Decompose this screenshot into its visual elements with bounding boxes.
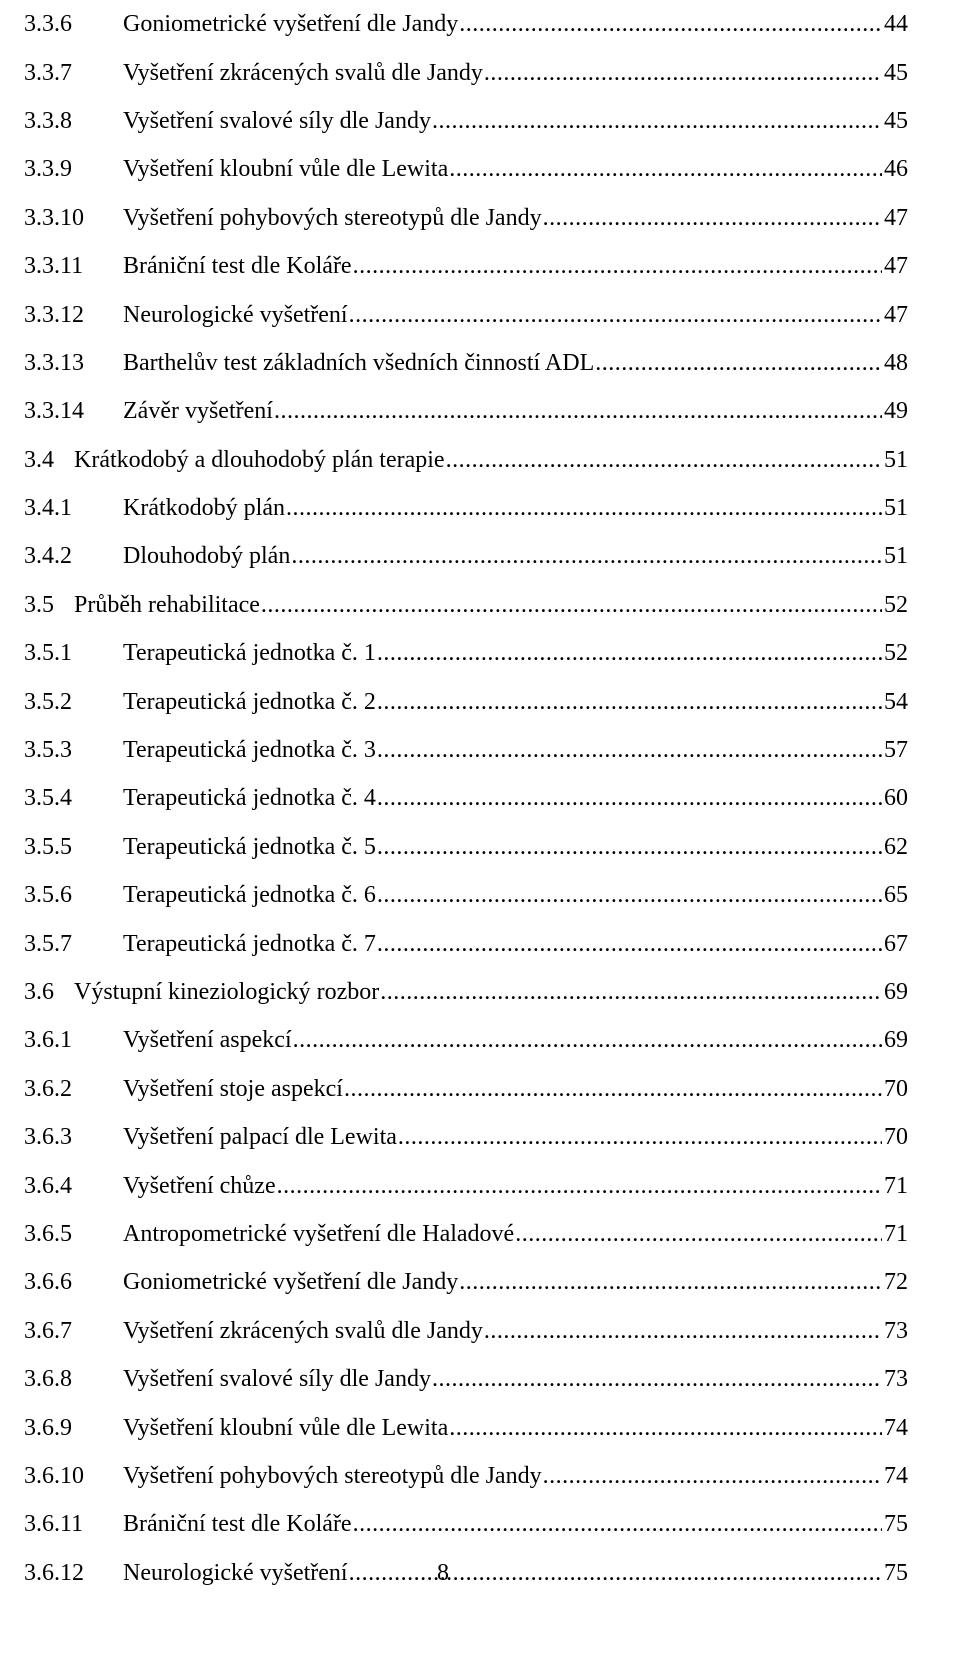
toc-entry-page: 73	[884, 1366, 908, 1393]
toc-entry-number: 3.5.6	[24, 882, 72, 909]
toc-entry-page: 45	[884, 59, 908, 86]
toc-entry[interactable]	[24, 581, 908, 629]
toc-entry[interactable]	[24, 532, 908, 580]
toc-entry-title: Goniometrické vyšetření dle Jandy	[123, 1269, 459, 1296]
toc-entry[interactable]	[24, 484, 908, 532]
toc-entry-page: 52	[884, 640, 908, 667]
toc-entry[interactable]	[24, 1355, 908, 1403]
dot-leader	[484, 1317, 882, 1345]
toc-entry-number: 3.6.1	[24, 1027, 72, 1054]
dot-leader	[291, 542, 882, 570]
dot-leader	[277, 1172, 882, 1200]
toc-entry[interactable]	[24, 1307, 908, 1355]
toc-entry-number: 3.4	[24, 446, 54, 473]
toc-entry-number: 3.5.3	[24, 737, 72, 764]
toc-entry[interactable]	[24, 629, 908, 677]
toc-entry-page: 65	[884, 882, 908, 909]
toc-entry[interactable]	[24, 242, 908, 290]
dot-leader	[380, 978, 882, 1006]
toc-entry-page: 47	[884, 253, 908, 280]
toc-entry[interactable]	[24, 774, 908, 822]
toc-entry[interactable]	[24, 436, 908, 484]
table-of-contents	[24, 0, 908, 1597]
dot-leader	[344, 1075, 882, 1103]
dot-leader	[398, 1123, 882, 1151]
toc-entry-title: Terapeutická jednotka č. 7	[123, 930, 376, 957]
toc-entry-title: Terapeutická jednotka č. 2	[123, 688, 376, 715]
toc-entry[interactable]	[24, 677, 908, 725]
dot-leader	[377, 833, 882, 861]
toc-entry-number: 3.6.3	[24, 1124, 72, 1151]
dot-leader	[274, 397, 882, 425]
toc-entry[interactable]	[24, 1258, 908, 1306]
dot-leader	[432, 107, 882, 135]
toc-entry-page: 60	[884, 785, 908, 812]
dot-leader	[349, 301, 882, 329]
toc-entry-title: Terapeutická jednotka č. 5	[123, 833, 376, 860]
dot-leader	[459, 1268, 882, 1296]
dot-leader	[515, 1220, 882, 1248]
toc-entry-page: 51	[884, 543, 908, 570]
toc-entry-number: 3.5.5	[24, 833, 72, 860]
toc-entry[interactable]	[24, 1452, 908, 1500]
toc-entry[interactable]	[24, 871, 908, 919]
toc-entry-title: Antropometrické vyšetření dle Haladové	[123, 1220, 515, 1247]
toc-entry-number: 3.3.11	[24, 253, 84, 280]
toc-entry-page: 44	[884, 11, 908, 38]
toc-entry-page: 57	[884, 737, 908, 764]
toc-entry[interactable]	[24, 919, 908, 967]
toc-entry-number: 3.3.6	[24, 11, 72, 38]
toc-entry-page: 45	[884, 107, 908, 134]
toc-entry-title: Krátkodobý plán	[123, 495, 285, 522]
toc-entry-page: 52	[884, 591, 908, 618]
toc-entry-page: 70	[884, 1075, 908, 1102]
toc-entry-number: 3.4.1	[24, 495, 72, 522]
toc-entry[interactable]	[24, 1065, 908, 1113]
dot-leader	[293, 1026, 882, 1054]
dot-leader	[484, 59, 882, 87]
toc-entry-page: 72	[884, 1269, 908, 1296]
toc-entry-title: Neurologické vyšetření	[123, 301, 348, 328]
toc-entry-title: Brániční test dle Koláře	[123, 1511, 352, 1538]
toc-entry-number: 3.5.7	[24, 930, 72, 957]
toc-entry-title: Krátkodobý a dlouhodobý plán terapie	[74, 446, 445, 473]
toc-entry-title: Závěr vyšetření	[123, 398, 273, 425]
toc-entry-page: 46	[884, 156, 908, 183]
toc-entry-page: 71	[884, 1220, 908, 1247]
dot-leader	[377, 881, 882, 909]
toc-entry[interactable]	[24, 339, 908, 387]
toc-entry[interactable]	[24, 1403, 908, 1451]
toc-entry-title: Terapeutická jednotka č. 1	[123, 640, 376, 667]
toc-entry-page: 47	[884, 204, 908, 231]
toc-entry-page: 73	[884, 1317, 908, 1344]
dot-leader	[449, 155, 882, 183]
toc-entry-number: 3.5.4	[24, 785, 72, 812]
toc-entry-number: 3.5	[24, 591, 54, 618]
toc-entry[interactable]	[24, 1113, 908, 1161]
toc-entry-page: 67	[884, 930, 908, 957]
toc-entry-title: Vyšetření aspekcí	[123, 1027, 292, 1054]
toc-entry-title: Průběh rehabilitace	[74, 591, 260, 618]
toc-entry-number: 3.4.2	[24, 543, 72, 570]
toc-entry-number: 3.6.9	[24, 1414, 72, 1441]
toc-entry-page: 74	[884, 1462, 908, 1489]
toc-entry-title: Vyšetření pohybových stereotypů dle Jandy	[123, 1462, 542, 1489]
toc-entry-title: Dlouhodobý plán	[123, 543, 291, 570]
toc-entry[interactable]	[24, 387, 908, 435]
toc-entry[interactable]	[24, 97, 908, 145]
toc-entry[interactable]	[24, 1210, 908, 1258]
dot-leader	[595, 349, 882, 377]
toc-entry[interactable]	[24, 968, 908, 1016]
toc-entry-page: 70	[884, 1124, 908, 1151]
toc-entry-title: Terapeutická jednotka č. 4	[123, 785, 376, 812]
toc-entry-title: Neurologické vyšetření	[123, 1559, 348, 1586]
page-number: 8	[437, 1560, 449, 1586]
toc-entry-title: Goniometrické vyšetření dle Jandy	[123, 11, 459, 38]
toc-entry-page: 71	[884, 1172, 908, 1199]
toc-entry[interactable]	[24, 48, 908, 96]
toc-entry[interactable]	[24, 290, 908, 338]
toc-entry-title: Vyšetření kloubní vůle dle Lewita	[123, 156, 449, 183]
toc-entry-number: 3.3.9	[24, 156, 72, 183]
dot-leader	[353, 1510, 882, 1538]
dot-leader	[377, 930, 882, 958]
toc-entry-page: 62	[884, 833, 908, 860]
toc-entry-number: 3.6.4	[24, 1172, 72, 1199]
toc-entry-title: Vyšetření zkrácených svalů dle Jandy	[123, 59, 483, 86]
toc-entry-title: Vyšetření kloubní vůle dle Lewita	[123, 1414, 449, 1441]
toc-entry[interactable]	[24, 0, 908, 48]
toc-entry-title: Vyšetření chůze	[123, 1172, 276, 1199]
toc-entry-page: 54	[884, 688, 908, 715]
toc-entry-title: Vyšetření stoje aspekcí	[123, 1075, 343, 1102]
toc-entry-number: 3.6.12	[24, 1559, 84, 1586]
toc-entry-title: Vyšetření pohybových stereotypů dle Jandy	[123, 204, 542, 231]
toc-entry[interactable]	[24, 823, 908, 871]
toc-entry-number: 3.6.2	[24, 1075, 72, 1102]
dot-leader	[432, 1365, 882, 1393]
dot-leader	[286, 494, 882, 522]
dot-leader	[377, 688, 882, 716]
toc-entry-number: 3.6.5	[24, 1220, 72, 1247]
toc-entry[interactable]	[24, 194, 908, 242]
toc-entry-number: 3.6.10	[24, 1462, 84, 1489]
toc-entry-number: 3.3.7	[24, 59, 72, 86]
toc-entry[interactable]	[24, 1500, 908, 1548]
toc-entry-number: 3.3.10	[24, 204, 84, 231]
toc-entry-title: Vyšetření zkrácených svalů dle Jandy	[123, 1317, 483, 1344]
toc-entry-page: 75	[884, 1559, 908, 1586]
toc-entry-title: Barthelův test základních všedních činností ADL	[123, 349, 595, 376]
dot-leader	[261, 591, 882, 619]
toc-entry-number: 3.3.14	[24, 398, 84, 425]
toc-entry-page: 48	[884, 349, 908, 376]
dot-leader	[377, 639, 882, 667]
toc-entry-page: 49	[884, 398, 908, 425]
toc-entry-page: 69	[884, 979, 908, 1005]
toc-entry-page: 51	[884, 495, 908, 522]
toc-entry-number: 3.3.8	[24, 107, 72, 134]
toc-entry-number: 3.6.8	[24, 1366, 72, 1393]
toc-entry[interactable]	[24, 1161, 908, 1209]
toc-entry-number: 3.5.1	[24, 640, 72, 667]
toc-entry-number: 3.6.11	[24, 1511, 84, 1538]
toc-entry-title: Vyšetření palpací dle Lewita	[123, 1124, 397, 1151]
dot-leader	[446, 446, 882, 474]
toc-entry-title: Vyšetření svalové síly dle Jandy	[123, 107, 431, 134]
toc-entry-page: 47	[884, 301, 908, 328]
toc-entry-title: Vyšetření svalové síly dle Jandy	[123, 1366, 431, 1393]
dot-leader	[543, 204, 882, 232]
toc-entry-number: 3.5.2	[24, 688, 72, 715]
toc-entry-number: 3.3.13	[24, 349, 84, 376]
toc-entry-number: 3.6.6	[24, 1269, 72, 1296]
dot-leader	[377, 784, 882, 812]
dot-leader	[353, 252, 882, 280]
toc-entry-number: 3.6.7	[24, 1317, 72, 1344]
toc-entry-page: 74	[884, 1414, 908, 1441]
toc-entry-title: Terapeutická jednotka č. 6	[123, 882, 376, 909]
dot-leader	[543, 1462, 882, 1490]
toc-entry-number: 3.6	[24, 979, 54, 1005]
toc-entry[interactable]	[24, 1016, 908, 1064]
toc-entry[interactable]	[24, 726, 908, 774]
toc-entry-page: 69	[884, 1027, 908, 1054]
toc-entry-number: 3.3.12	[24, 301, 84, 328]
toc-entry-page: 51	[884, 446, 908, 473]
toc-entry-title: Výstupní kineziologický rozbor	[74, 979, 380, 1005]
toc-entry-title: Terapeutická jednotka č. 3	[123, 737, 376, 764]
dot-leader	[377, 736, 882, 764]
toc-entry-title: Brániční test dle Koláře	[123, 253, 352, 280]
dot-leader	[449, 1414, 882, 1442]
toc-entry-page: 75	[884, 1511, 908, 1538]
toc-entry[interactable]	[24, 145, 908, 193]
dot-leader	[459, 10, 882, 38]
